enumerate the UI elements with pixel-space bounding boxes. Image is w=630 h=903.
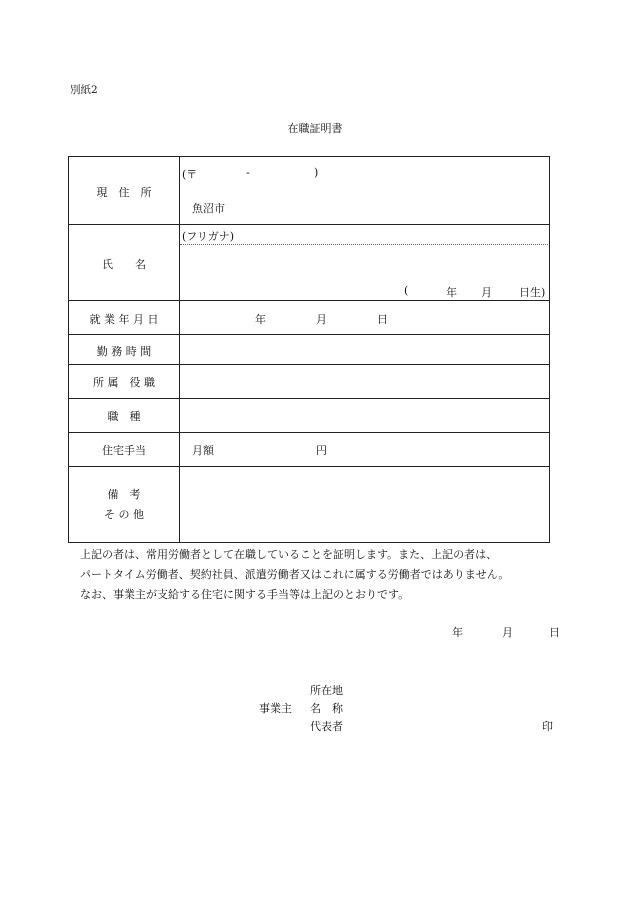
birth-year: 年 xyxy=(446,286,457,299)
row-divider xyxy=(68,466,550,467)
seal-mark: 印 xyxy=(542,720,553,733)
statement-line: 上記の者は、常用労働者として在職していることを証明します。また、上記の者は、 xyxy=(80,548,498,561)
annex-label: 別紙2 xyxy=(70,84,98,96)
table-border-top xyxy=(68,156,550,157)
company-name-label: 名 称 xyxy=(310,702,343,715)
date-month: 月 xyxy=(502,626,513,639)
birth-open: ( xyxy=(404,284,409,297)
address-label: 現 住 所 xyxy=(96,186,152,199)
representative-label: 代表者 xyxy=(310,720,343,733)
postal-open: (〒 xyxy=(182,168,198,181)
employment-year: 年 xyxy=(255,313,266,326)
table-border-bottom xyxy=(68,542,550,543)
employment-month: 月 xyxy=(316,313,327,326)
monthly-amount-label: 月額 xyxy=(192,444,214,457)
address-city: 魚沼市 xyxy=(192,202,225,215)
location-label: 所在地 xyxy=(310,684,343,697)
position-label: 所 属 役 職 xyxy=(93,376,155,389)
row-divider xyxy=(68,300,550,301)
working-hours-label: 勤 務 時 間 xyxy=(96,345,152,358)
employer-label: 事業主 xyxy=(259,702,292,715)
statement-line: パートタイム労働者、契約社員、派遣労働者又はこれに属する労働者ではありません。 xyxy=(80,568,510,581)
furigana-label: (フリガナ) xyxy=(182,230,235,243)
document-title: 在職証明書 xyxy=(287,122,343,135)
postal-dash: - xyxy=(246,166,250,179)
row-divider xyxy=(68,432,550,433)
birth-month: 月 xyxy=(481,286,492,299)
housing-allowance-label: 住宅手当 xyxy=(102,444,146,457)
row-divider xyxy=(68,364,550,365)
row-divider xyxy=(68,224,550,225)
employment-day: 日 xyxy=(377,313,388,326)
row-divider xyxy=(68,334,550,335)
job-type-label: 職 種 xyxy=(107,410,141,423)
other-label: そ の 他 xyxy=(104,508,144,521)
remarks-label: 備 考 xyxy=(107,488,141,501)
postal-close: ) xyxy=(314,166,319,179)
birth-day: 日生) xyxy=(519,286,546,299)
table-border-right xyxy=(549,156,550,543)
date-day: 日 xyxy=(549,626,560,639)
row-divider xyxy=(68,398,550,399)
name-label: 氏 名 xyxy=(102,258,146,271)
statement-line: なお、事業主が支給する住宅に関する手当等は上記のとおりです。 xyxy=(80,588,410,601)
yen-unit: 円 xyxy=(316,444,327,457)
date-year: 年 xyxy=(452,626,463,639)
certificate-form-table xyxy=(68,156,550,543)
employment-date-label: 就 業 年 月 日 xyxy=(89,313,159,326)
furigana-divider xyxy=(180,244,550,245)
